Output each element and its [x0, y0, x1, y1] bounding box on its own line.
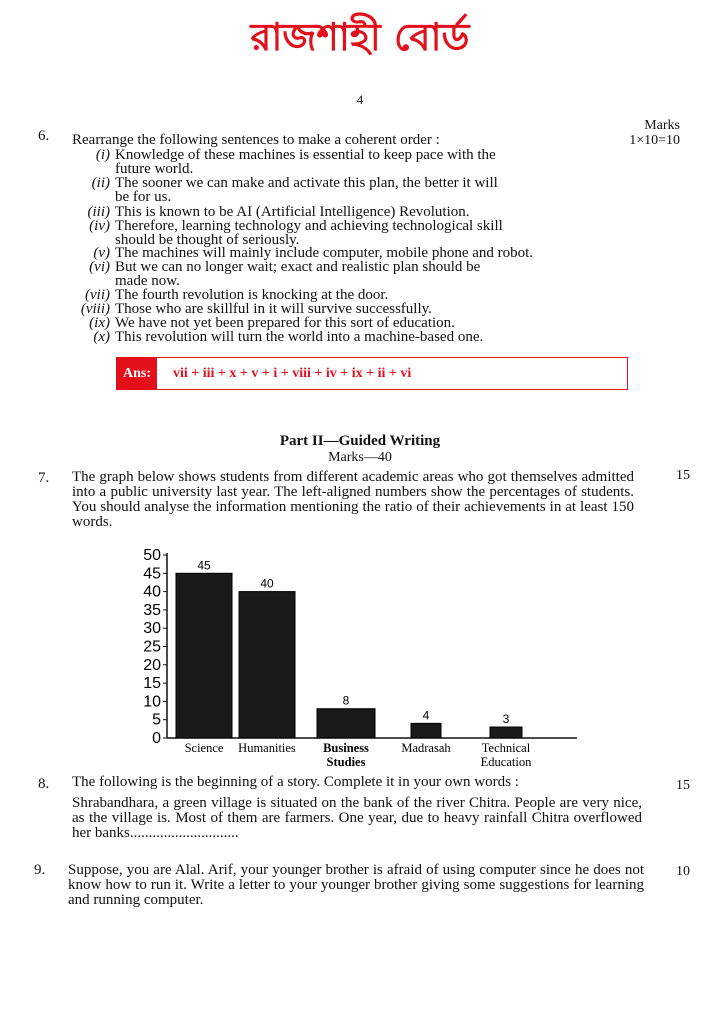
part-title: Part II—Guided Writing — [279, 433, 441, 449]
sentence-continuation: future world. — [115, 161, 194, 177]
board-title: রাজশাহী বোর্ড — [250, 15, 470, 59]
sentence-numeral: (i) — [95, 147, 110, 163]
q8-number: 8. — [38, 776, 50, 792]
sentence-numeral: (vi) — [89, 259, 110, 275]
category-label: Science — [184, 741, 224, 755]
sentence-continuation: be for us. — [115, 189, 172, 205]
category-label: Studies — [326, 755, 366, 769]
category-label: Madrasah — [401, 741, 451, 755]
q9-number: 9. — [34, 862, 46, 878]
y-tick-label: 45 — [143, 565, 161, 583]
q9-marks: 10 — [676, 864, 690, 879]
q8-marks: 15 — [676, 778, 690, 793]
bar-value-label: 3 — [502, 712, 510, 727]
y-tick-label: 20 — [143, 656, 161, 674]
q8-prompt: The following is the beginning of a story. Complete it in your own words : — [72, 774, 519, 790]
sentence-numeral: (vii) — [85, 287, 110, 303]
sentence-text: The fourth revolution is knocking at the door. — [115, 287, 389, 303]
q7-marks: 15 — [676, 468, 690, 483]
sentence-item — [72, 246, 642, 260]
marks-label: Marks — [644, 118, 680, 133]
sentence-text: We have not yet been prepared for this sort of education. — [115, 315, 455, 331]
sentence-item — [72, 330, 642, 344]
answer-box — [116, 357, 628, 390]
sentence-numeral: (iv) — [89, 218, 110, 234]
page-number: 4 — [356, 92, 364, 107]
category-label: Education — [480, 755, 532, 769]
category-label: Technical — [481, 741, 531, 755]
sentence-continuation: made now. — [115, 273, 180, 289]
sentence-item — [72, 316, 642, 330]
y-tick-label: 5 — [152, 711, 161, 729]
y-tick-label: 10 — [143, 693, 161, 711]
sentence-text: The machines will mainly include computer, mobile phone and robot. — [115, 245, 534, 261]
sentence-continuation: should be thought of seriously. — [115, 232, 300, 248]
sentence-text: The sooner we can make and activate this plan, the better it will — [115, 175, 498, 191]
sentence-text: But we can no longer wait; exact and realistic plan should be — [115, 259, 481, 275]
bar-value-label: 40 — [260, 576, 274, 591]
bar-value-label: 8 — [342, 693, 350, 708]
bar — [176, 573, 232, 738]
category-label: Business — [323, 741, 369, 755]
q7-number: 7. — [38, 470, 50, 486]
sentence-text: Knowledge of these machines is essential to keep pace with the — [115, 147, 496, 163]
sentence-numeral: (ix) — [89, 315, 110, 331]
sentence-item — [72, 176, 642, 204]
sentence-text: This revolution will turn the world into a machine-based one. — [115, 329, 484, 345]
sentence-numeral: (x) — [93, 329, 110, 345]
q8-story: Shrabandhara, a green village is situated on the bank of the river Chitra. People are very nice, as the village is. Most of them are farmers. One year, due to heavy rainfall Chitra overflowed her banks............................. — [72, 795, 642, 841]
answer-label: Ans: — [117, 358, 157, 389]
y-tick-label: 35 — [143, 601, 161, 619]
sentence-numeral: (ii) — [91, 175, 110, 191]
bar — [490, 727, 522, 738]
marks-value: 1×10=10 — [629, 133, 680, 148]
y-tick-label: 0 — [152, 730, 161, 747]
part-marks: Marks—40 — [328, 450, 392, 465]
sentence-numeral: (iii) — [87, 204, 110, 220]
y-tick-label: 30 — [143, 620, 161, 638]
answer-text: vii + iii + x + v + i + viii + iv + ix + ii + vi — [173, 366, 412, 381]
bar-value-label: 4 — [422, 708, 430, 723]
sentence-numeral: (viii) — [80, 301, 110, 317]
q7-text: The graph below shows students from different academic areas who got themselves admitted into a public university last year. The left-aligned numbers show the percentages of students. You should analyse the information mentioning the ratio of their achievements in at least 150 words. — [72, 469, 634, 530]
sentence-text: Therefore, learning technology and achieving technological skill — [115, 218, 503, 234]
category-label: Humanities — [238, 741, 296, 755]
q6-number: 6. — [38, 128, 50, 144]
bar-value-label: 45 — [197, 558, 211, 573]
bar-chart — [125, 545, 595, 775]
y-tick-label: 50 — [143, 547, 161, 564]
marks-header — [629, 118, 680, 148]
bar — [239, 592, 295, 738]
q9-text: Suppose, you are Alal. Arif, your younger brother is afraid of using computer since he does not know how to run it. Write a letter to your younger brother giving some suggestions for learning and running computer. — [68, 862, 644, 908]
q6-prompt: Rearrange the following sentences to make a coherent order : — [72, 132, 440, 148]
sentence-item — [72, 288, 642, 302]
sentence-item — [72, 302, 642, 316]
sentence-item — [72, 205, 642, 219]
sentence-numeral: (v) — [93, 245, 110, 261]
y-tick-label: 25 — [143, 638, 161, 656]
bar — [411, 723, 441, 738]
y-tick-label: 40 — [143, 583, 161, 601]
sentence-item — [72, 148, 642, 176]
sentence-text: This is known to be AI (Artificial Intelligence) Revolution. — [115, 204, 470, 220]
bar — [317, 709, 375, 738]
y-tick-label: 15 — [143, 675, 161, 693]
sentence-text: Those who are skillful in it will survive successfully. — [115, 301, 432, 317]
sentence-item — [72, 219, 642, 247]
sentence-item — [72, 260, 642, 288]
